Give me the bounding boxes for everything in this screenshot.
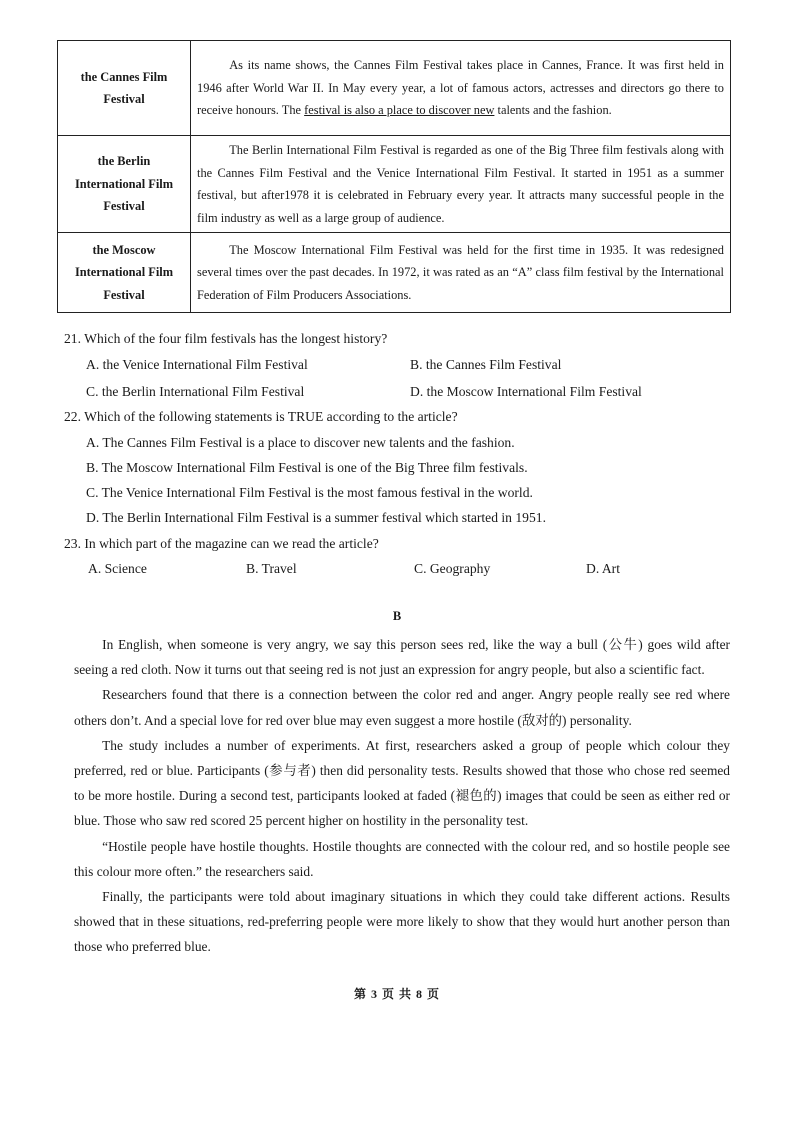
festival-name-cell: the Cannes Film Festival — [58, 41, 191, 136]
passage-paragraph: In English, when someone is very angry, we say this person sees red, like the way a bull (公牛) goes wild after seeing a red cloth. Now it turns out that seeing red is not just an expression for angry people, but also a scientific fact. — [74, 637, 730, 678]
passage-paragraph: The study includes a number of experiments. At first, researchers asked a group of people which colour they preferred, red or blue. Participants (参与者) then did personality tests. Results showed that those who chose red seemed to be more hostile. During a second test, participants looked at faded (褪色的) images that could be seen as either red or blue. Those who saw red scored 25 percent higher on hostility in the personality test. — [74, 737, 730, 829]
question-23-option-b: B. Travel — [246, 561, 297, 576]
festival-description-cell: The Moscow International Film Festival was held for the first time in 1935. It was redesigned several times over the past decades. In 1972, it was rated as an “A” class film festival by the International Federation of Film Producers Associations. — [191, 233, 731, 313]
table-row — [58, 41, 731, 136]
question-22-option-a: A. The Cannes Film Festival is a place to discover new talents and the fashion. — [86, 435, 515, 450]
question-23-option-c: C. Geography — [414, 561, 491, 576]
festival-name-cell: the Moscow International Film Festival — [58, 233, 191, 313]
passage-paragraph: “Hostile people have hostile thoughts. Hostile thoughts are connected with the colour red, and so hostile people see this colour more often.” the researchers said. — [74, 838, 730, 879]
description-text: As its name shows, the Cannes Film Festival takes place in Cannes, France. It was first held in 1946 after World War II. In May every year, a lot of famous actors, actresses and directors go there to receive honours. The — [197, 58, 724, 118]
question-21-option-a: A. the Venice International Film Festival — [86, 357, 308, 372]
question-22-option-c: C. The Venice International Film Festival is the most famous festival in the world. — [86, 485, 533, 500]
question-21-option-b: B. the Cannes Film Festival — [410, 357, 562, 372]
page-number: 第 3 页 共 8 页 — [353, 987, 440, 1001]
festival-table — [57, 40, 731, 313]
passage-b — [74, 632, 730, 960]
table-row — [58, 233, 731, 313]
festival-description-cell: The Berlin International Film Festival is regarded as one of the Big Three film festivals along with the Cannes Film Festival and the Venice International Film Festival. It started in 1951 as a summer festival, but after1978 it is celebrated in February every year. It attracts many successful people in the film industry as well as a large group of audience. — [191, 136, 731, 233]
question-22-option-b: B. The Moscow International Film Festival is one of the Big Three film festivals. — [86, 460, 528, 475]
question-21-option-d: D. the Moscow International Film Festival — [410, 384, 642, 399]
description-text: talents and the fashion. — [494, 103, 612, 118]
underlined-text: festival is also a place to discover new — [304, 103, 495, 118]
passage-paragraph: Finally, the participants were told about imaginary situations in which they could take different actions. Results showed that in these situations, red-preferring people were more likely to show that they would hurt another person than those who preferred blue. — [74, 889, 730, 955]
question-23-option-a: A. Science — [88, 561, 147, 576]
question-22-option-d: D. The Berlin International Film Festival is a summer festival which started in 1951. — [86, 510, 546, 525]
table-row — [58, 136, 731, 233]
section-b-heading: B — [392, 609, 402, 623]
question-21-stem: 21. Which of the four film festivals has the longest history? — [64, 331, 388, 346]
festival-name-cell: the Berlin International Film Festival — [58, 136, 191, 233]
question-22-stem: 22. Which of the following statements is TRUE according to the article? — [64, 409, 458, 424]
question-23-option-d: D. Art — [586, 561, 620, 576]
passage-paragraph: Researchers found that there is a connection between the color red and anger. Angry people really see red where others don’t. And a special love for red over blue may even suggest a more hostile (敌对的) personality. — [74, 687, 730, 728]
question-23-stem: 23. In which part of the magazine can we read the article? — [64, 536, 379, 551]
festival-description-cell — [191, 41, 731, 136]
question-21-option-c: C. the Berlin International Film Festival — [86, 384, 305, 399]
